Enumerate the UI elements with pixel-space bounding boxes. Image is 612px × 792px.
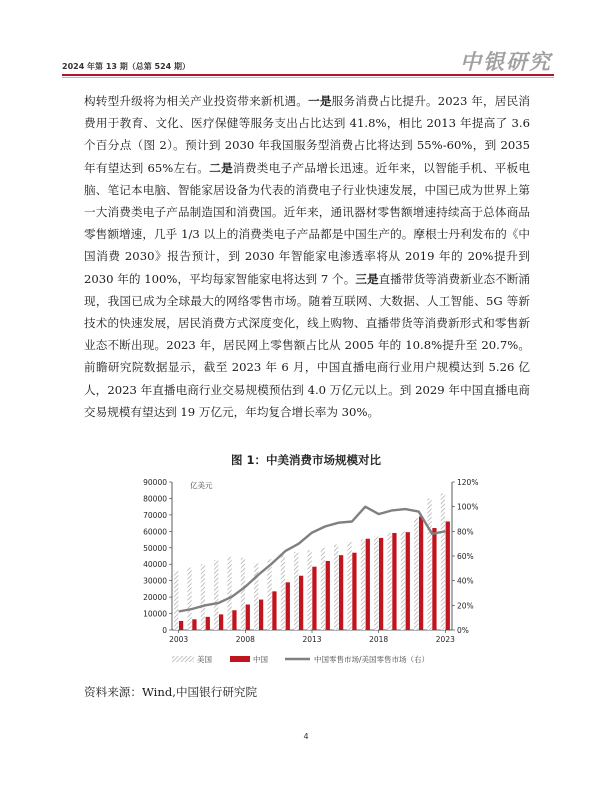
bar-us [294, 552, 298, 630]
bar-china [339, 555, 343, 630]
legend-label-china: 中国 [253, 655, 268, 664]
bar-china [232, 610, 236, 630]
bar-us [321, 548, 325, 630]
bar-china [286, 582, 290, 630]
y-left-tick-label: 90000 [143, 478, 167, 487]
bar-china [406, 532, 410, 630]
y-right-tick-label: 20% [457, 601, 474, 611]
y-left-tick-label: 80000 [143, 494, 167, 504]
bar-china [379, 538, 383, 630]
bar-us [307, 550, 311, 630]
bar-china [366, 539, 370, 630]
body-paragraph [84, 90, 530, 423]
bar-china [272, 591, 276, 630]
page-header [62, 49, 554, 82]
y-left-tick-label: 50000 [143, 543, 167, 553]
y-right-tick-label: 60% [457, 552, 474, 561]
brand-logo: 中银研究 [460, 49, 552, 74]
x-tick-label: 2023 [435, 635, 455, 644]
bar-china [299, 576, 303, 630]
header-red-rule [62, 74, 554, 76]
y-left-tick-label: 70000 [143, 510, 167, 520]
bar-us [187, 568, 191, 630]
bar-us [334, 544, 338, 630]
y-left-tick-label: 20000 [143, 593, 167, 603]
bar-china [259, 600, 263, 630]
bar-china [206, 617, 210, 630]
text-run: 直播带货等消费新业态不断涌现，我国已成为全球最大的网络零售市场。随着互联网、大数据、人工智能、5G 等新技术的快速发展，居民消费方式深度变化，线上购物、直播带货等消费新形式和零售新业态不断出现。2023 年，居民网上零售额占比从 2005 年的 10.8%提升至 20.7%。前瞻研究院数据显示，截至 2023 年 6 月，中国直播电商行业用户规模达到 5.26 亿人，2023 年直播电商行业交易规模预估到 4.0 万亿元以上。到 2029 年中国直播电商交易规模有望达到 19 万亿元，年均复合增长率为 30%。 [84, 271, 530, 419]
text-run: 消费类电子产品增长迅速。近年来，以智能手机、平板电脑、笔记本电脑、智能家居设备为代表的消费电子行业快速发展，中国已成为世界上第一大消费类电子产品制造国和消费国。近年来，通讯器材零售额增速持续高于总体商品零售额增速，几乎 1/3 以上的消费类电子产品都是中国生产的。摩根士丹利发布的《中国消费 2030》报告预计，到 2030 年智能家电渗透率将从 2019 年的 20%提升到 2030 年的 100%，平均每家智能家电将达到 7 个。 [84, 160, 530, 286]
x-tick-label: 2018 [369, 635, 389, 644]
bar-china [446, 521, 450, 630]
ratio-line [179, 507, 446, 612]
y-right-tick-label: 100% [457, 502, 479, 512]
y-right-tick-label: 40% [457, 576, 474, 586]
unit-label: 亿美元 [190, 481, 213, 490]
y-left-tick-label: 10000 [143, 609, 167, 619]
bar-china [432, 528, 436, 630]
y-right-tick-label: 120% [457, 478, 479, 487]
bar-china [419, 517, 423, 630]
bar-china [312, 567, 316, 630]
x-tick-label: 2013 [302, 635, 322, 644]
bar-us [347, 542, 351, 630]
bar-us [374, 536, 378, 630]
legend-swatch-us [172, 656, 194, 662]
bar-us [414, 518, 418, 630]
bar-china [326, 561, 330, 630]
x-tick-label: 2003 [169, 635, 189, 644]
page-number: 4 [303, 732, 309, 741]
bar-us [267, 559, 271, 630]
emphasis-run: 三是 [355, 271, 379, 286]
bar-us [427, 498, 431, 630]
header-gray-rule [62, 77, 554, 78]
text-run: 服务消费占比提升。2023 年，居民消费用于教育、文化、医疗保健等服务支出占比达到 41.8%，相比 2013 年提高了 3.6 个百分点（图 2）。预计到 2030 年我国服务型消费占比将达到 55%-60%，到 2035 年有望达到 65%左右。 [84, 94, 530, 175]
bar-us [387, 533, 391, 630]
bar-china [392, 533, 396, 630]
issue-label: 2024 年第 13 期（总第 524 期） [62, 62, 191, 71]
bar-us [227, 557, 231, 630]
bar-china [179, 621, 183, 630]
chart-svg [120, 472, 480, 672]
bar-us [254, 563, 258, 630]
figure-title: 图 1：中美消费市场规模对比 [230, 453, 381, 467]
bar-us [281, 555, 285, 630]
bar-us [214, 560, 218, 630]
bar-us [401, 531, 405, 630]
bar-us [174, 571, 178, 630]
x-tick-label: 2008 [235, 635, 255, 644]
bar-us [201, 564, 205, 630]
legend-label-ratio: 中国零售市场/美国零售市场（右） [314, 655, 430, 664]
y-left-tick-label: 0 [162, 626, 167, 635]
y-right-tick-label: 0% [457, 626, 469, 635]
y-left-tick-label: 60000 [143, 527, 167, 537]
figure-source: 资料来源：Wind,中国银行研究院 [84, 685, 258, 699]
bar-us [241, 558, 245, 630]
legend-label-us: 美国 [197, 655, 212, 664]
bar-china [352, 553, 356, 630]
consumption-market-chart [120, 472, 480, 672]
y-left-tick-label: 40000 [143, 560, 167, 570]
bar-us [361, 540, 365, 630]
bar-china [192, 619, 196, 630]
bar-china [219, 614, 223, 630]
text-run: 构转型升级将为相关产业投资带来新机遇。 [84, 94, 309, 108]
emphasis-run: 一是 [308, 94, 332, 108]
legend-swatch-china [230, 656, 250, 662]
emphasis-run: 二是 [209, 160, 233, 175]
y-left-tick-label: 30000 [143, 576, 167, 586]
y-right-tick-label: 80% [457, 527, 474, 537]
bar-china [246, 605, 250, 630]
bar-us [441, 494, 445, 630]
